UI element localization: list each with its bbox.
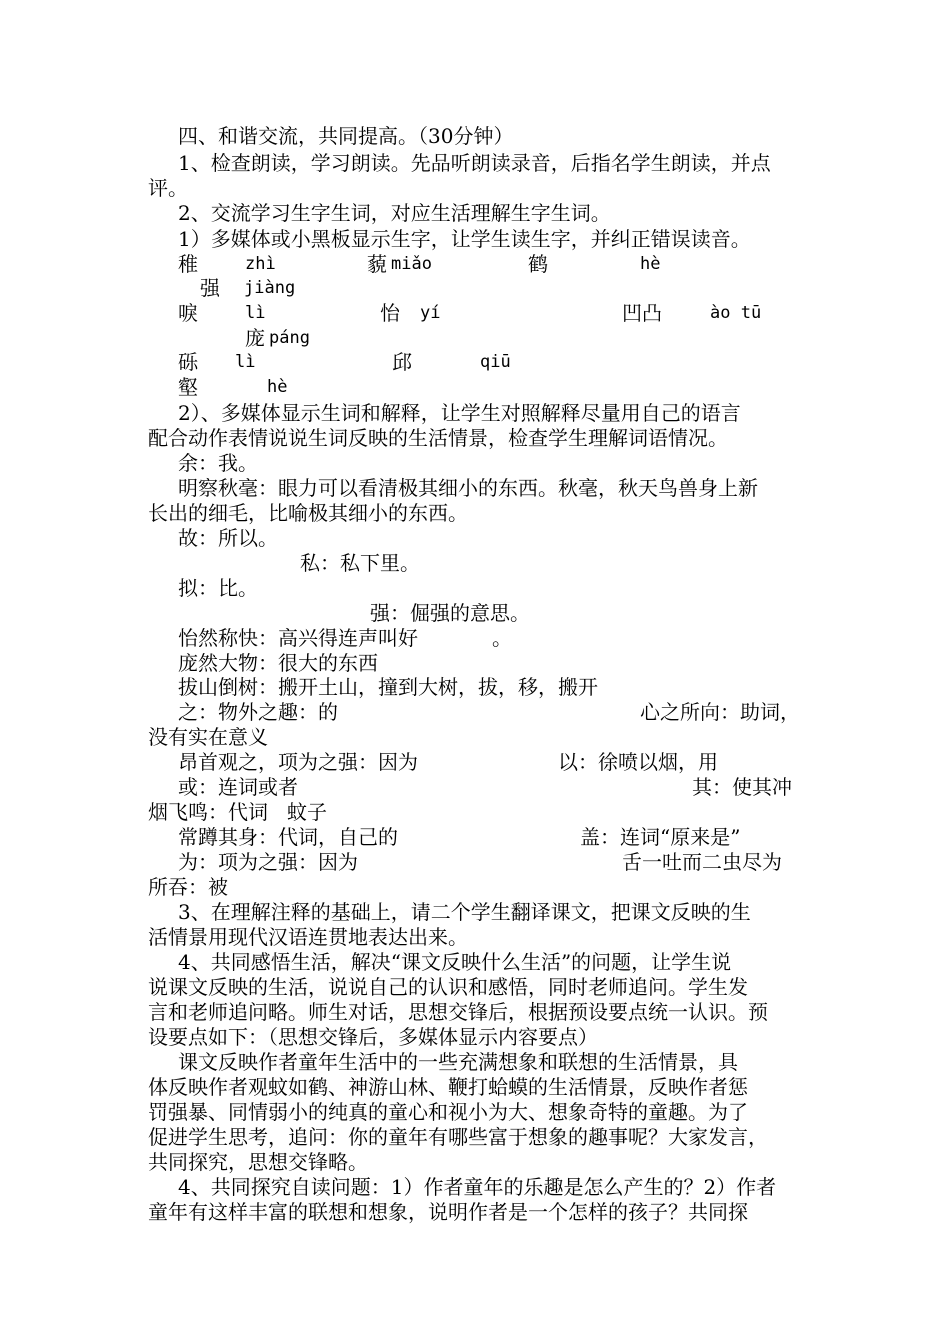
text-line: 活情景用现代汉语连贯地表达出来。 [148, 925, 468, 949]
text-line: 1、检查朗读，学习朗读。先品听朗读录音，后指名学生朗读，并点 [178, 151, 771, 175]
text-line: 余：我。 [178, 451, 258, 475]
text-line: 言和老师追问略。师生对话，思想交锋后，根据预设要点统一认识。预 [148, 1000, 768, 1024]
vocab-pinyin: lì [245, 303, 266, 323]
text-line: 罚强暴、同情弱小的纯真的童心和视小为大、想象奇特的童趣。为了 [148, 1100, 748, 1124]
vocab-char: 壑 [178, 375, 198, 399]
text-line: 2、交流学习生字生词，对应生活理解生字生词。 [178, 201, 611, 225]
text-line: 所吞：被 [148, 875, 228, 899]
vocab-char: 稚 [178, 252, 198, 276]
section-heading: 四、和谐交流，共同提高。（30分钟） [178, 124, 514, 148]
vocab-char: 鹤 [528, 252, 548, 276]
vocab-pinyin: qiū [480, 352, 511, 372]
text-line: 4、共同探究自读问题：1）作者童年的乐趣是怎么产生的？2）作者 [178, 1175, 777, 1199]
vocab-char: 唳 [178, 301, 198, 325]
vocab-pinyin: hè [267, 377, 288, 397]
text-segment: 。 [492, 626, 512, 650]
vocab-char: 凹凸 [622, 301, 662, 325]
text-line: 童年有这样丰富的联想和想象，说明作者是一个怎样的孩子？共同探 [148, 1200, 748, 1224]
text-segment: 其：使其冲 [692, 775, 792, 799]
text-segment: 心之所向：助词， [640, 700, 800, 724]
text-segment: 或：连词或者 [178, 775, 298, 799]
text-line: 拔山倒树：搬开土山，撞到大树，拔，移，搬开 [178, 675, 598, 699]
vocab-pinyin: ào tū [710, 303, 762, 323]
vocab-pinyin: hè [640, 254, 661, 274]
vocab-char: 藐 [367, 252, 387, 276]
vocab-char: 邱 [392, 350, 412, 374]
text-segment: 怡然称快：高兴得连声叫好 [178, 626, 418, 650]
text-line: 课文反映作者童年生活中的一些充满想象和联想的生活情景，具 [178, 1050, 738, 1074]
vocab-pinyin: páng [269, 328, 310, 348]
text-line: 1）多媒体或小黑板显示生字，让学生读生字，并纠正错误读音。 [178, 227, 751, 251]
vocab-char: 怡 [380, 301, 400, 325]
text-segment: 烟飞鸣：代词 [148, 800, 268, 824]
vocab-char: 强 [200, 276, 220, 300]
text-line: 长出的细毛，比喻极其细小的东西。 [148, 501, 468, 525]
text-line: 配合动作表情说说生词反映的生活情景，检查学生理解词语情况。 [148, 426, 728, 450]
vocab-pinyin: yí [420, 303, 441, 323]
text-line: 没有实在意义 [148, 725, 268, 749]
vocab-pinyin: lì [235, 352, 256, 372]
text-line: 故：所以。 [178, 526, 278, 550]
text-line: 说课文反映的生活，说说自己的认识和感悟，同时老师追问。学生发 [148, 975, 748, 999]
vocab-char: 砾 [178, 350, 198, 374]
text-segment: 之：物外之趣：的 [178, 700, 338, 724]
text-line: 明察秋毫：眼力可以看清极其细小的东西。秋毫，秋天鸟兽身上新 [178, 476, 758, 500]
text-line: 强：倔强的意思。 [370, 601, 530, 625]
text-line: 4、共同感悟生活，解决“课文反映什么生活”的问题，让学生说 [178, 950, 732, 974]
text-segment: 常蹲其身：代词，自己的 [178, 825, 398, 849]
text-line: 评。 [148, 176, 188, 200]
text-line: 2）、多媒体显示生词和解释，让学生对照解释尽量用自己的语言 [178, 401, 741, 425]
text-line: 设要点如下：（思想交锋后，多媒体显示内容要点） [148, 1025, 598, 1049]
text-line: 庞然大物：很大的东西 [178, 651, 378, 675]
text-line: 私：私下里。 [300, 551, 420, 575]
text-segment: 盖：连词“原来是” [580, 825, 741, 849]
text-line: 共同探究，思想交锋略。 [148, 1150, 368, 1174]
vocab-char: 庞 [245, 326, 265, 350]
vocab-pinyin: zhì [245, 254, 276, 274]
vocab-pinyin: miǎo [391, 254, 432, 274]
text-segment: 昂首观之，项为之强：因为 [178, 750, 418, 774]
text-line: 3、在理解注释的基础上，请二个学生翻译课文，把课文反映的生 [178, 900, 751, 924]
text-segment: 为：项为之强：因为 [178, 850, 358, 874]
text-line: 促进学生思考，追问：你的童年有哪些富于想象的趣事呢？大家发言， [148, 1125, 768, 1149]
text-segment: 舌一吐而二虫尽为 [622, 850, 782, 874]
text-line: 拟：比。 [178, 576, 258, 600]
text-segment: 蚊子 [287, 800, 327, 824]
text-line: 体反映作者观蚊如鹤、神游山林、鞭打蛤蟆的生活情景，反映作者惩 [148, 1075, 748, 1099]
vocab-pinyin: jiàng [244, 278, 296, 298]
text-segment: 以：徐喷以烟，用 [558, 750, 718, 774]
